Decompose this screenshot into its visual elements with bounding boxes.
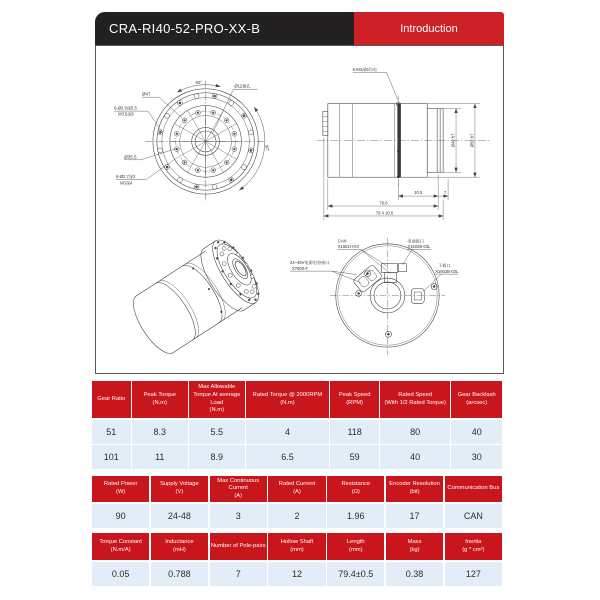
table-cell: 80 [380,420,450,444]
table-cell: 4 [246,420,329,444]
column-header: Rated Power (W) [92,476,149,502]
column-header: Rated Current (A) [268,476,325,502]
side-view-drawing [317,66,490,220]
column-header: Max Allowable Torque At average Load (N.m) [189,381,245,418]
table-cell: 127 [445,562,502,586]
rear-download-label: 下载口 [438,263,451,269]
rear-view-drawing [290,237,459,355]
front-view-drawing [114,80,270,202]
table-cell: 118 [330,420,378,444]
front-bolts-bottom-1: 8-Ø2.7深3 [116,174,136,180]
side-dim-len4: 79.4 ±0.5 [375,210,394,216]
front-bolts-bottom-2: M3深4 [120,180,133,186]
table-row [92,445,502,469]
table-cell: CAN [445,504,502,528]
column-header: Encoder Resolution (bit) [386,476,443,502]
table-header-row [92,476,502,502]
rear-battery-label: 电池接口 [407,238,424,244]
table-row [92,562,502,586]
spec-table-performance [92,381,502,471]
column-header: Supply Voltage (V) [151,476,208,502]
table-cell: 1.96 [327,504,384,528]
column-header: Resistance (Ω) [327,476,384,502]
table-cell: 2 [268,504,325,528]
product-title: CRA-RI40-52-PRO-XX-B [109,21,261,36]
table-cell: 30 [451,445,502,469]
table-cell: 59 [330,445,378,469]
table-cell: 12 [268,562,325,586]
front-bolts-left-2: M3.5深6 [118,111,134,117]
front-dim-outer: Ø47 [141,91,151,97]
table-cell: 0.788 [151,562,208,586]
table-cell: 3 [210,504,267,528]
table-cell: 6.5 [246,445,329,469]
table-cell: 7 [210,562,267,586]
front-dim-inner: Ø35.5 [124,154,137,160]
front-angle-top: 60° [195,79,202,85]
column-header: Inertia (g * cm²) [445,533,502,560]
column-header: Torque Constant (N.m/A) [92,533,149,560]
table-cell: 24-48 [151,504,208,528]
side-dim-shaft: Ø40 h7 [450,133,456,148]
column-header: Length (mm) [327,533,384,560]
side-dim-len3: 76.6 [379,200,388,206]
column-header: Gear Ratio [92,381,131,418]
spec-table-mechanical [92,533,502,587]
side-dim-len2: 7 [443,190,447,196]
column-header: Gear Backlash (arcsec) [451,381,502,418]
side-dim-body: Ø50 h7 [469,133,475,148]
iso-view-drawing [124,233,268,362]
header-dark-block [95,12,354,45]
rear-download-code: X1502B-03L [435,269,459,275]
table-cell: 0.38 [386,562,443,586]
drawing-panel [95,45,504,374]
rear-battery-code: X1502B-03L [407,244,431,250]
rear-power-code: X7500-F [292,266,308,272]
table-cell: 8.3 [132,420,188,444]
table-header-row [92,533,502,560]
section-label: Introduction [400,22,458,35]
column-header: Rated Speed (With 1/2 Rated Torque) [380,381,450,418]
table-cell: 40 [451,420,502,444]
table-cell: 79.4±0.5 [327,562,384,586]
header-red-block [354,12,504,45]
table-cell: 17 [386,504,443,528]
table-header-row [92,381,502,418]
front-bolts-left-1: 6-Ø2.9深5.5 [114,105,137,111]
table-cell: 51 [92,420,131,444]
table-cell: 101 [92,445,131,469]
table-cell: 40 [380,445,450,469]
column-header: Number of Pole-pairs [210,533,267,560]
column-header: Hollow Shaft (mm) [268,533,325,560]
column-header: Peak Speed (RPM) [330,381,378,418]
spec-table-electrical [92,476,502,529]
table-cell: 8.9 [189,445,245,469]
column-header: Communication Bus [445,476,502,502]
table-cell: 90 [92,504,149,528]
rear-can-label: CAN [337,238,347,244]
table-cell: 0.05 [92,562,149,586]
front-dim-center-hole: Ø12通孔 [234,83,251,89]
column-header: Inductance (mH) [151,533,208,560]
technical-drawings [96,46,503,373]
side-dim-len1: 10.5 [414,190,423,196]
side-leader-label: 6-M3深5均布 [352,66,377,72]
rear-can-code: X1551H-03 [337,244,359,250]
rear-power-label: 24~48V电源电容接口 [290,260,330,266]
header-bar [95,12,504,45]
column-header: Rated Torque @ 2000RPM (N.m) [246,381,329,418]
table-cell: 5.5 [189,420,245,444]
column-header: Max Continuous Current (A) [210,476,267,502]
table-row [92,504,502,528]
column-header: Peak Torque (N.m) [132,381,188,418]
table-cell: 11 [132,445,188,469]
front-angle-right: 90° [264,144,271,152]
table-row [92,420,502,444]
column-header: Mass (kg) [386,533,443,560]
